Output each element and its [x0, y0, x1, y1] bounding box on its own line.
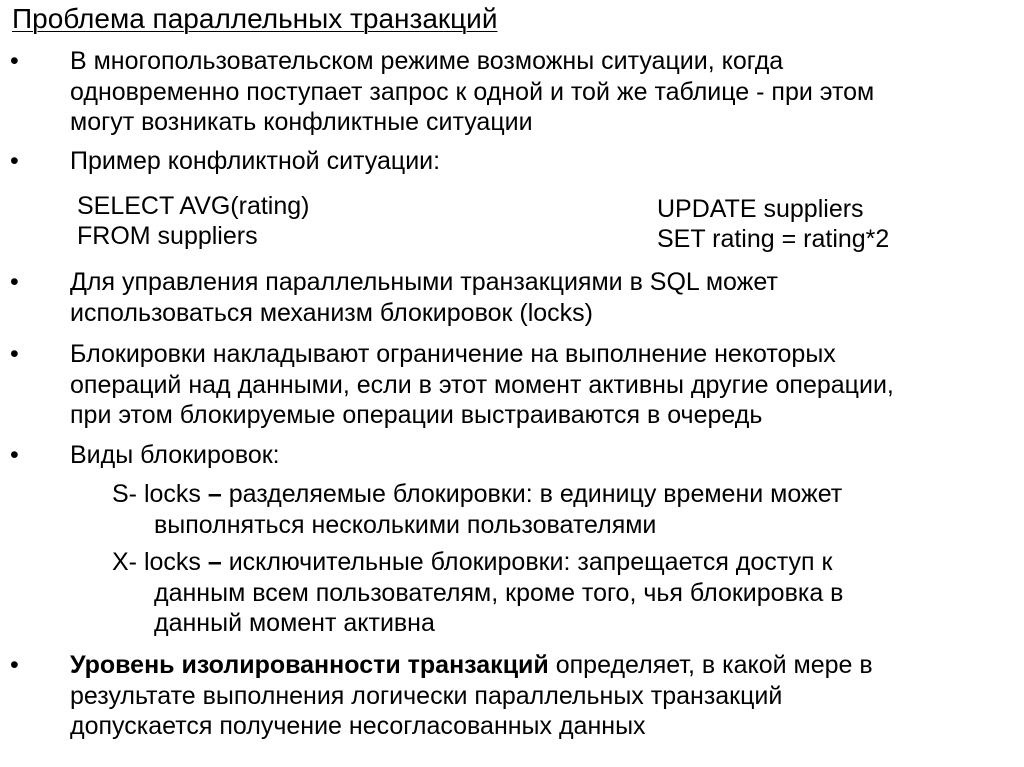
text-rest: определяет, в какой мере в — [548, 651, 873, 679]
code-line: SET rating = rating*2 — [657, 225, 890, 253]
code-line: FROM suppliers — [77, 222, 258, 250]
code-update — [657, 194, 889, 254]
lock-line: данный момент активна — [154, 609, 435, 637]
bullet-marker: • — [10, 147, 19, 175]
bullet-text — [70, 339, 894, 431]
lock-dash: – — [200, 480, 229, 508]
text-line: использоваться механизм блокировок (locks) — [70, 298, 593, 327]
bullet-marker: • — [10, 651, 19, 679]
bullet-text — [70, 650, 873, 742]
lock-line — [112, 479, 842, 510]
lock-line: данным всем пользователям, кроме того, чья блокировка в — [154, 578, 844, 607]
lock-name: X- locks — [112, 548, 201, 576]
text-line: операций над данными, если в этот момент активны другие операции, — [70, 370, 894, 399]
text-line: при этом блокируемые операции выстраиваются в очередь — [70, 401, 763, 429]
text-line: В многопользовательском режиме возможны ситуации, когда — [70, 47, 784, 75]
code-select — [77, 191, 310, 251]
bullet-text — [70, 46, 874, 138]
bold-term: Уровень изолированности транзакций — [70, 651, 549, 679]
bullet-marker: • — [10, 268, 19, 296]
text-line: Для управления параллельными транзакциями в SQL может — [70, 268, 778, 296]
text-line: Виды блокировок: — [70, 441, 280, 469]
text-line: Пример конфликтной ситуации: — [70, 147, 441, 175]
slide-title: Проблема параллельных транзакций — [12, 3, 498, 34]
lock-desc: разделяемые блокировки: в единицу времени может — [228, 480, 843, 508]
code-line: SELECT AVG(rating) — [77, 192, 310, 220]
lock-type-s — [112, 479, 842, 540]
text-line: Блокировки накладывают ограничение на выполнение некоторых — [70, 340, 836, 368]
lock-line — [112, 547, 843, 578]
text-line — [70, 650, 873, 681]
bullet-marker: • — [10, 47, 19, 75]
text-line: допускается получение несогласованных данных — [70, 712, 646, 740]
text-line: результате выполнения логически параллельных транзакций — [70, 681, 783, 710]
lock-name: S- locks — [112, 480, 201, 508]
bullet-marker: • — [10, 441, 19, 469]
lock-line: выполняться несколькими пользователями — [154, 510, 657, 539]
bullet-text — [70, 267, 778, 328]
text-line: одновременно поступает запрос к одной и той же таблице - при этом — [70, 77, 875, 106]
bullet-text — [70, 146, 440, 177]
bullet-text — [70, 440, 280, 471]
bullet-marker: • — [10, 340, 19, 368]
code-line: UPDATE suppliers — [657, 195, 864, 223]
lock-type-x — [112, 547, 843, 639]
lock-desc: исключительные блокировки: запрещается доступ к — [228, 548, 833, 576]
lock-dash: – — [200, 548, 229, 576]
text-line: могут возникать конфликтные ситуации — [70, 108, 533, 136]
